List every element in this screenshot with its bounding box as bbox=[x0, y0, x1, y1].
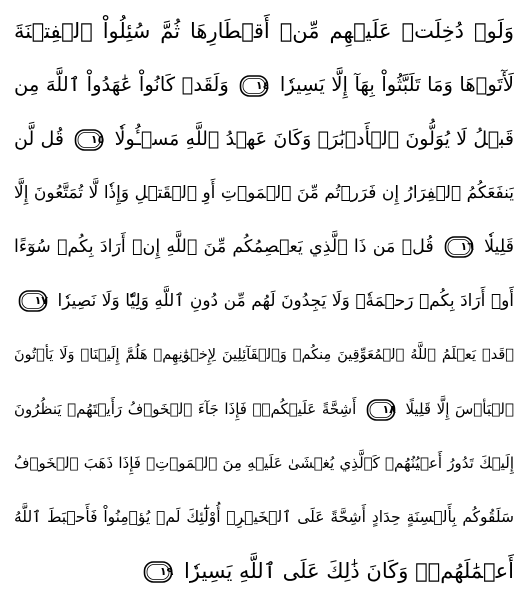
ayah-number: ١٥ bbox=[90, 132, 105, 146]
text-line bbox=[14, 58, 514, 112]
ayah-number: ١٦ bbox=[460, 240, 474, 253]
verse-text: إِلَيۡكَ تَدُورُ أَعۡيُنُهُمۡ كَٱلَّذِي يُغۡشَىٰ عَلَيۡهِ مِنَ ٱلۡمَوۡتِۖ فَإِذَا ذَهَبَ ٱلۡخَوۡفُ bbox=[14, 454, 514, 472]
text-line bbox=[14, 166, 514, 220]
text-line bbox=[14, 328, 514, 382]
ayah-end-marker bbox=[143, 560, 173, 584]
ayah-number: ١٩ bbox=[159, 565, 174, 578]
verse-text: لَأٓتَوۡهَا وَمَا تَلَبَّثُواْ بِهَآ إِلَّا يَسِيرٗا bbox=[279, 73, 514, 96]
text-line bbox=[14, 544, 514, 598]
verse-text: يَنفَعَكُمُ ٱلۡفِرَارُ إِن فَرَرۡتُم مِّنَ ٱلۡمَوۡتِ أَوِ ٱلۡقَتۡلِ وَإِذٗا لَّا تُمَتَّعُونَ إِلَّا bbox=[14, 183, 514, 203]
ayah-end-marker bbox=[18, 289, 48, 313]
ayah-number: ١٤ bbox=[255, 78, 270, 92]
text-line bbox=[14, 436, 514, 490]
ayah-number: ١٨ bbox=[382, 402, 396, 416]
ayah-end-marker bbox=[444, 235, 474, 259]
verse-text: ٱلۡبَأۡسَ إِلَّا قَلِيلًا bbox=[405, 400, 514, 418]
verse-text: أَعۡمَٰلَهُمۡۚ وَكَانَ ذَٰلِكَ عَلَى ٱللَّهِ يَسِيرٗا bbox=[184, 559, 514, 583]
verse-text: قُلۡ مَن ذَا ٱلَّذِي يَعۡصِمُكُم مِّنَ ٱللَّهِ إِنۡ أَرَادَ بِكُمۡ سُوٓءًا bbox=[14, 237, 434, 257]
ayah-end-marker bbox=[239, 74, 269, 98]
verse-text: قَلِيلٗا bbox=[484, 237, 514, 257]
verse-text: أَشِحَّةً عَلَيۡكُمۡۖ فَإِذَا جَآءَ ٱلۡخَوۡفُ رَأَيۡتَهُمۡ يَنظُرُونَ bbox=[14, 400, 357, 418]
verse-text: قَبۡلُ لَا يُوَلُّونَ ٱلۡأَدۡبَٰرَۚ وَكَانَ عَهۡدُ ٱللَّهِ مَسۡـُٔولٗا bbox=[114, 128, 514, 150]
quran-text-block bbox=[14, 4, 514, 598]
text-line bbox=[14, 4, 514, 58]
text-line bbox=[14, 490, 514, 544]
text-line bbox=[14, 112, 514, 166]
text-line bbox=[14, 220, 514, 274]
verse-text: ۞قَدۡ يَعۡلَمُ ٱللَّهُ ٱلۡمُعَوِّقِينَ مِنكُمۡ وَٱلۡقَآئِلِينَ لِإِخۡوَٰنِهِمۡ هَلُمَّ إِلَيۡنَاۖ وَلَا يَأۡتُونَ bbox=[14, 347, 514, 363]
ayah-end-marker bbox=[74, 128, 104, 152]
verse-text: وَلَقَدۡ كَانُواْ عَٰهَدُواْ ٱللَّهَ مِن bbox=[14, 73, 229, 96]
verse-text: قُل لَّن bbox=[14, 128, 65, 150]
ayah-number: ١٧ bbox=[34, 294, 48, 307]
text-line bbox=[14, 382, 514, 436]
verse-text: أَوۡ أَرَادَ بِكُمۡ رَحۡمَةٗۚ وَلَا يَجِدُونَ لَهُم مِّن دُونِ ٱللَّهِ وَلِيّٗا وَلَا نَصِيرٗا bbox=[57, 291, 514, 311]
ayah-end-marker bbox=[366, 398, 396, 422]
text-line bbox=[14, 274, 514, 328]
verse-text: وَلَوۡ دُخِلَتۡ عَلَيۡهِم مِّنۡ أَقۡطَارِهَا ثُمَّ سُئِلُواْ ٱلۡفِتۡنَةَ bbox=[14, 19, 514, 43]
verse-text: سَلَقُوكُم بِأَلۡسِنَةٍ حِدَادٍ أَشِحَّةً عَلَى ٱلۡخَيۡرِۚ أُوْلَٰٓئِكَ لَمۡ يُؤۡمِنُواْ فَأَحۡبَطَ ٱللَّهُ bbox=[14, 508, 514, 526]
